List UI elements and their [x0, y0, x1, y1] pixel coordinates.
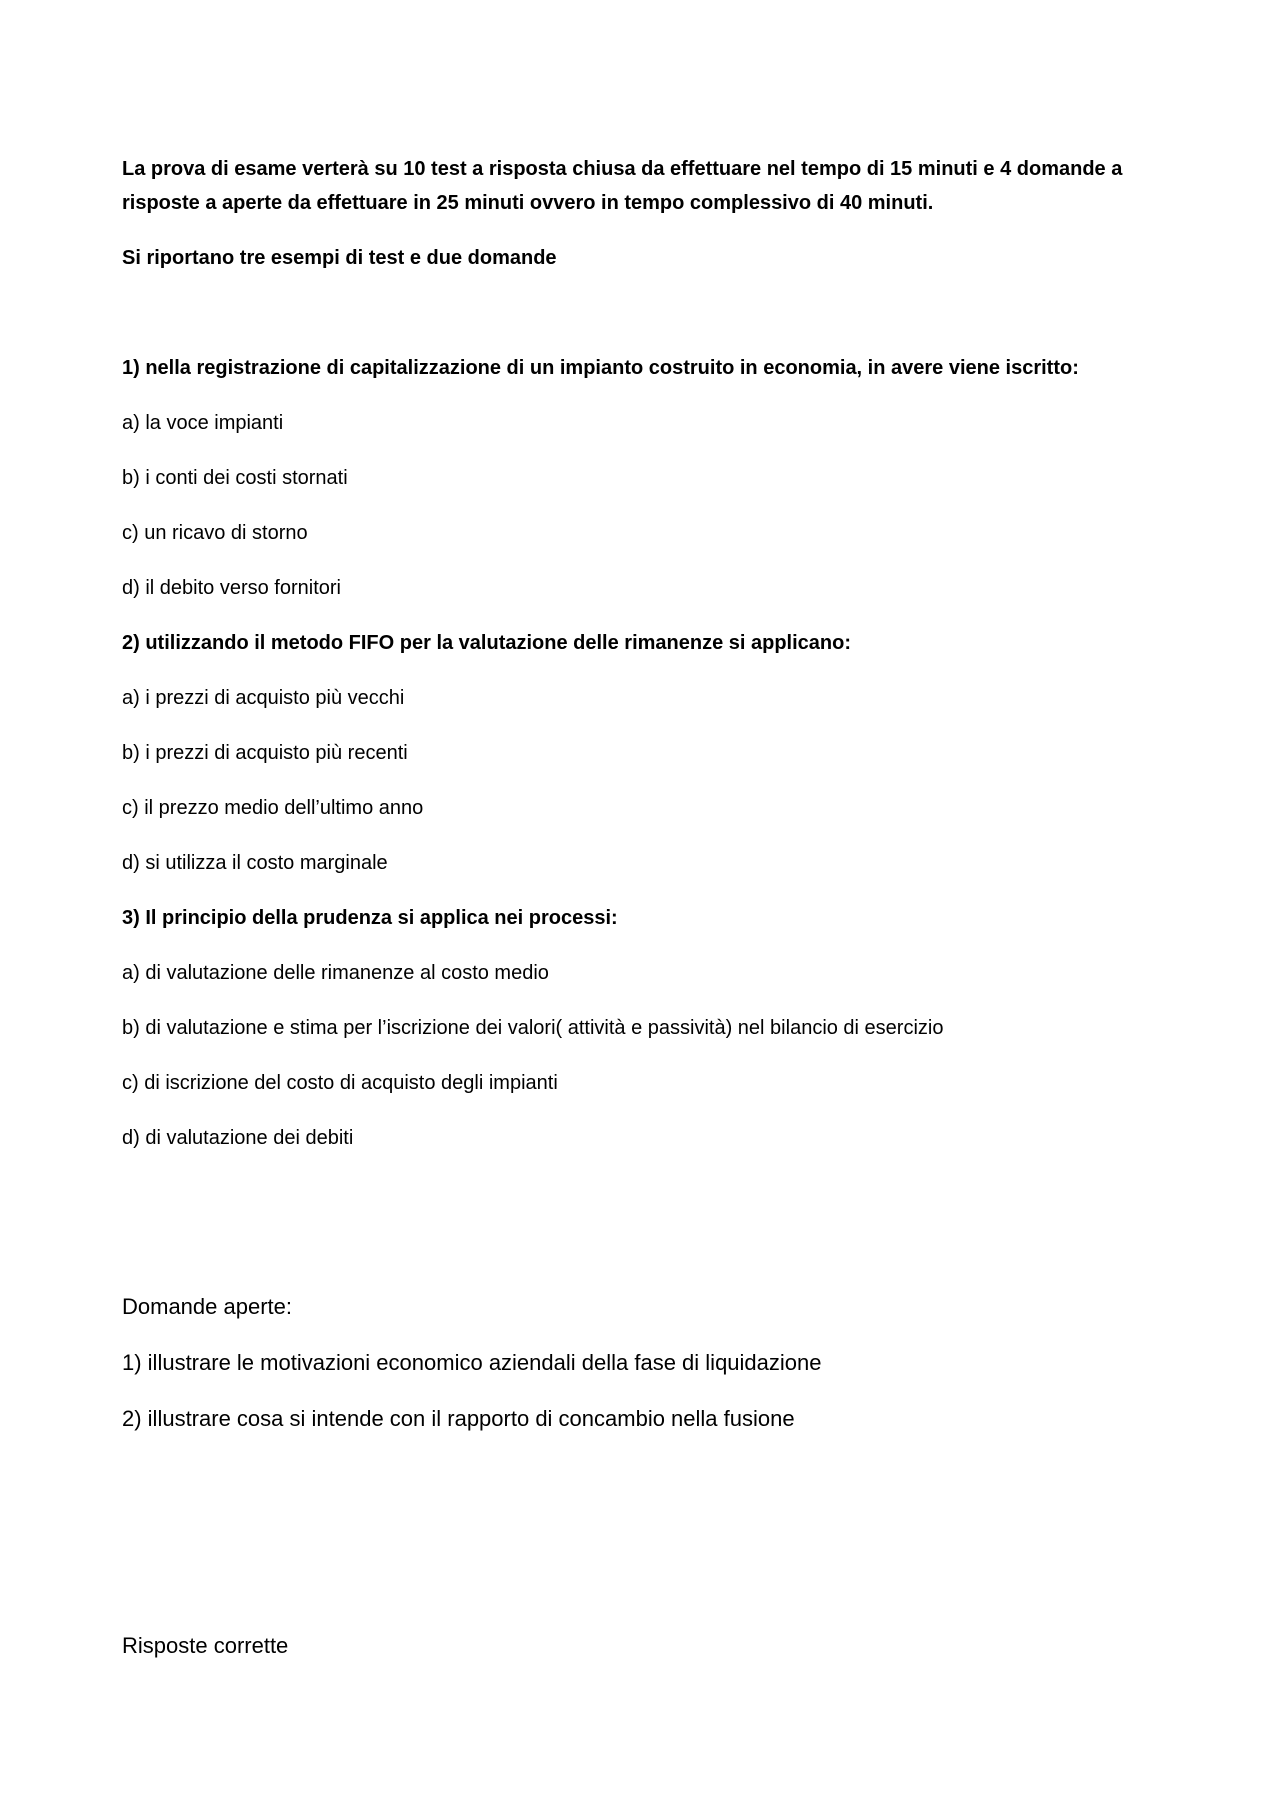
question-1: 1) nella registrazione di capitalizzazione di un impianto costruito in economia, in avere viene iscritto:	[122, 357, 1079, 379]
open-question-2: 2) illustrare cosa si intende con il rapporto di concambio nella fusione	[122, 1406, 795, 1431]
question-2-option-a: a) i prezzi di acquisto più vecchi	[122, 687, 405, 709]
intro-line-2: risposte a aperte da effettuare in 25 minuti ovvero in tempo complessivo di 40 minuti.	[122, 192, 934, 214]
question-3: 3) Il principio della prudenza si applica nei processi:	[122, 907, 618, 929]
question-1-option-d: d) il debito verso fornitori	[122, 577, 341, 599]
question-1-option-a: a) la voce impianti	[122, 412, 284, 434]
open-question-1: 1) illustrare le motivazioni economico aziendali della fase di liquidazione	[122, 1350, 822, 1375]
question-2-option-d: d) si utilizza il costo marginale	[122, 852, 388, 874]
answers-heading: Risposte corrette	[122, 1633, 289, 1658]
question-2-option-c: c) il prezzo medio dell’ultimo anno	[122, 797, 424, 819]
question-3-option-b: b) di valutazione e stima per l’iscrizione dei valori( attività e passività) nel bilancio di esercizio	[122, 1017, 944, 1039]
question-2: 2) utilizzando il metodo FIFO per la valutazione delle rimanenze si applicano:	[122, 632, 852, 654]
question-3-option-a: a) di valutazione delle rimanenze al costo medio	[122, 962, 549, 984]
question-1-option-b: b) i conti dei costi stornati	[122, 467, 348, 489]
intro-subtitle: Si riportano tre esempi di test e due domande	[122, 247, 557, 269]
intro-line-1: La prova di esame verterà su 10 test a risposta chiusa da effettuare nel tempo di 15 minuti e 4 domande a	[122, 158, 1123, 180]
open-questions-heading: Domande aperte:	[122, 1294, 292, 1319]
question-1-option-c: c) un ricavo di storno	[122, 522, 308, 544]
question-2-option-b: b) i prezzi di acquisto più recenti	[122, 742, 408, 764]
question-3-option-d: d) di valutazione dei debiti	[122, 1127, 354, 1149]
question-3-option-c: c) di iscrizione del costo di acquisto degli impianti	[122, 1072, 558, 1094]
